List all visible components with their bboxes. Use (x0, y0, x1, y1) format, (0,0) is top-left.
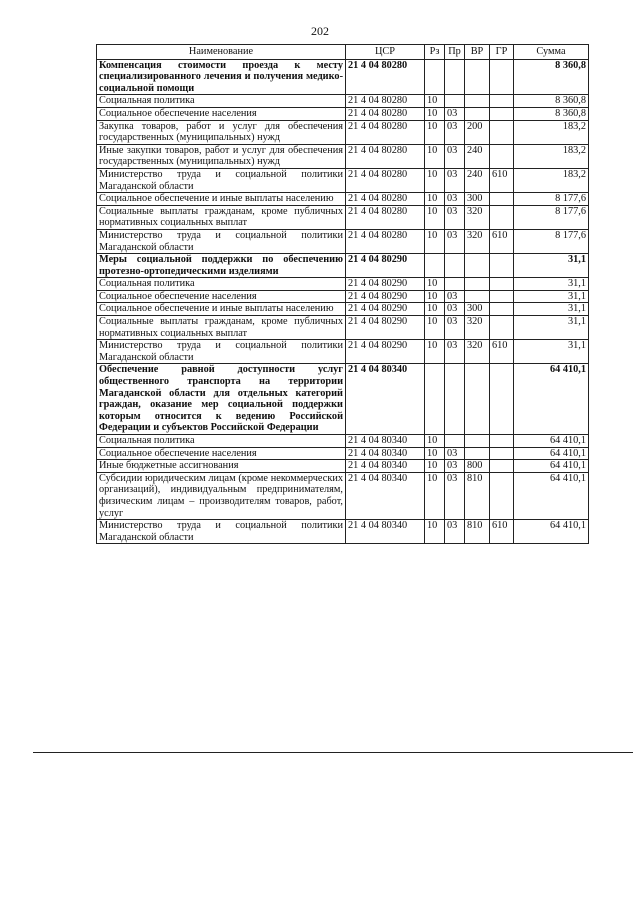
row-name: Социальное обеспечение и иные выплаты населению (97, 193, 346, 206)
row-sum: 64 410,1 (514, 364, 589, 435)
row-pr (445, 364, 465, 435)
row-rz: 10 (425, 193, 445, 206)
row-sum: 64 410,1 (514, 520, 589, 544)
row-sum: 31,1 (514, 254, 589, 278)
row-rz (425, 254, 445, 278)
row-pr (445, 435, 465, 448)
row-vr (465, 278, 490, 291)
row-sum: 8 177,6 (514, 205, 589, 229)
row-name: Социальная политика (97, 435, 346, 448)
row-sum: 8 360,8 (514, 107, 589, 120)
table-row (97, 472, 589, 519)
row-gr (490, 290, 514, 303)
row-gr (490, 316, 514, 340)
row-pr (445, 254, 465, 278)
page-number: 202 (311, 24, 329, 38)
row-gr: 610 (490, 229, 514, 253)
row-pr: 03 (445, 144, 465, 168)
row-vr (465, 95, 490, 108)
table-row (97, 168, 589, 192)
row-name: Социальное обеспечение населения (97, 290, 346, 303)
row-sum: 31,1 (514, 278, 589, 291)
row-name: Иные закупки товаров, работ и услуг для обеспечения государственных (муниципальных) нужд (97, 144, 346, 168)
row-rz: 10 (425, 340, 445, 364)
row-pr: 03 (445, 107, 465, 120)
row-name: Министерство труда и социальной политики Магаданской области (97, 520, 346, 544)
row-vr: 300 (465, 303, 490, 316)
row-vr: 810 (465, 472, 490, 519)
row-csr: 21 4 04 80290 (346, 340, 425, 364)
row-vr: 240 (465, 144, 490, 168)
row-csr: 21 4 04 80340 (346, 472, 425, 519)
table-header-row (97, 45, 589, 60)
row-name: Министерство труда и социальной политики Магаданской области (97, 229, 346, 253)
row-csr: 21 4 04 80290 (346, 278, 425, 291)
row-name: Компенсация стоимости проезда к месту специализированного лечения и получения медико-социальной помощи (97, 59, 346, 95)
row-pr (445, 59, 465, 95)
row-gr (490, 254, 514, 278)
row-vr: 240 (465, 168, 490, 192)
row-csr: 21 4 04 80280 (346, 144, 425, 168)
row-sum: 64 410,1 (514, 460, 589, 473)
row-pr: 03 (445, 205, 465, 229)
header-csr: ЦСР (346, 45, 425, 60)
row-gr (490, 435, 514, 448)
row-csr: 21 4 04 80340 (346, 447, 425, 460)
row-rz: 10 (425, 278, 445, 291)
header-name: Наименование (97, 45, 346, 60)
row-sum: 183,2 (514, 144, 589, 168)
row-sum: 64 410,1 (514, 447, 589, 460)
row-pr: 03 (445, 520, 465, 544)
row-csr: 21 4 04 80280 (346, 229, 425, 253)
row-pr: 03 (445, 340, 465, 364)
row-sum: 8 177,6 (514, 229, 589, 253)
row-name: Социальная политика (97, 95, 346, 108)
row-name: Социальное обеспечение населения (97, 447, 346, 460)
row-name: Закупка товаров, работ и услуг для обеспечения государственных (муниципальных) нужд (97, 120, 346, 144)
row-csr: 21 4 04 80290 (346, 316, 425, 340)
row-rz: 10 (425, 144, 445, 168)
header-pr: Пр (445, 45, 465, 60)
row-csr: 21 4 04 80290 (346, 254, 425, 278)
row-csr: 21 4 04 80340 (346, 460, 425, 473)
row-pr: 03 (445, 290, 465, 303)
row-csr: 21 4 04 80280 (346, 95, 425, 108)
row-pr: 03 (445, 460, 465, 473)
row-gr (490, 144, 514, 168)
table-row (97, 364, 589, 435)
row-csr: 21 4 04 80340 (346, 364, 425, 435)
table-row (97, 316, 589, 340)
row-vr: 320 (465, 340, 490, 364)
row-name: Иные бюджетные ассигнования (97, 460, 346, 473)
row-csr: 21 4 04 80340 (346, 435, 425, 448)
row-vr: 320 (465, 205, 490, 229)
row-csr: 21 4 04 80290 (346, 290, 425, 303)
row-vr (465, 107, 490, 120)
row-pr: 03 (445, 193, 465, 206)
row-rz: 10 (425, 205, 445, 229)
row-vr: 200 (465, 120, 490, 144)
row-gr (490, 193, 514, 206)
table-row (97, 254, 589, 278)
table-row (97, 460, 589, 473)
row-name: Обеспечение равной доступности услуг общественного транспорта на территории Магаданской области для отдельных категорий граждан, оказание мер социальной поддержки которым относится к ведению Российской Федерации и субъектов Российской Федерации (97, 364, 346, 435)
row-sum: 31,1 (514, 303, 589, 316)
row-gr (490, 59, 514, 95)
footer-divider (33, 752, 633, 753)
row-gr: 610 (490, 520, 514, 544)
row-gr (490, 303, 514, 316)
row-rz: 10 (425, 316, 445, 340)
table-row (97, 205, 589, 229)
table-body (97, 59, 589, 544)
row-gr (490, 120, 514, 144)
row-pr: 03 (445, 447, 465, 460)
row-rz: 10 (425, 290, 445, 303)
row-csr: 21 4 04 80280 (346, 107, 425, 120)
row-gr: 610 (490, 168, 514, 192)
row-pr: 03 (445, 316, 465, 340)
row-name: Социальная политика (97, 278, 346, 291)
table-row (97, 120, 589, 144)
row-vr: 810 (465, 520, 490, 544)
table-row (97, 107, 589, 120)
row-vr (465, 435, 490, 448)
row-sum: 8 360,8 (514, 59, 589, 95)
row-pr: 03 (445, 229, 465, 253)
row-sum: 64 410,1 (514, 435, 589, 448)
row-csr: 21 4 04 80290 (346, 303, 425, 316)
row-rz: 10 (425, 435, 445, 448)
row-gr (490, 447, 514, 460)
row-pr: 03 (445, 303, 465, 316)
row-pr: 03 (445, 168, 465, 192)
row-rz: 10 (425, 303, 445, 316)
row-csr: 21 4 04 80280 (346, 205, 425, 229)
row-rz: 10 (425, 520, 445, 544)
row-vr: 800 (465, 460, 490, 473)
table-row (97, 340, 589, 364)
row-sum: 8 360,8 (514, 95, 589, 108)
row-pr (445, 95, 465, 108)
row-sum: 31,1 (514, 290, 589, 303)
row-name: Социальные выплаты гражданам, кроме публичных нормативных социальных выплат (97, 205, 346, 229)
row-csr: 21 4 04 80280 (346, 120, 425, 144)
row-rz (425, 364, 445, 435)
row-vr (465, 59, 490, 95)
row-rz: 10 (425, 107, 445, 120)
row-rz: 10 (425, 447, 445, 460)
row-gr (490, 95, 514, 108)
row-csr: 21 4 04 80340 (346, 520, 425, 544)
row-name: Социальные выплаты гражданам, кроме публичных нормативных социальных выплат (97, 316, 346, 340)
row-rz: 10 (425, 460, 445, 473)
row-rz: 10 (425, 120, 445, 144)
row-rz: 10 (425, 229, 445, 253)
row-gr (490, 205, 514, 229)
table-row (97, 278, 589, 291)
row-name: Социальное обеспечение населения (97, 107, 346, 120)
table-row (97, 520, 589, 544)
table-row (97, 193, 589, 206)
row-vr: 320 (465, 316, 490, 340)
table-row (97, 95, 589, 108)
header-rz: Рз (425, 45, 445, 60)
row-vr (465, 254, 490, 278)
row-csr: 21 4 04 80280 (346, 193, 425, 206)
budget-table (96, 44, 589, 544)
table-row (97, 447, 589, 460)
table-row (97, 59, 589, 95)
row-gr (490, 472, 514, 519)
row-vr: 320 (465, 229, 490, 253)
row-pr: 03 (445, 472, 465, 519)
row-gr (490, 107, 514, 120)
row-gr: 610 (490, 340, 514, 364)
row-pr: 03 (445, 120, 465, 144)
row-pr (445, 278, 465, 291)
row-rz: 10 (425, 95, 445, 108)
row-vr: 300 (465, 193, 490, 206)
header-vr: ВР (465, 45, 490, 60)
row-name: Меры социальной поддержки по обеспечению протезно-ортопедическими изделиями (97, 254, 346, 278)
table-row (97, 435, 589, 448)
row-rz: 10 (425, 472, 445, 519)
row-name: Субсидии юридическим лицам (кроме некоммерческих организаций), индивидуальным предпринимателям, физическим лицам – производителям товаров, работ, услуг (97, 472, 346, 519)
table-row (97, 290, 589, 303)
row-name: Социальное обеспечение и иные выплаты населению (97, 303, 346, 316)
row-sum: 8 177,6 (514, 193, 589, 206)
row-name: Министерство труда и социальной политики Магаданской области (97, 340, 346, 364)
row-sum: 31,1 (514, 340, 589, 364)
row-sum: 183,2 (514, 168, 589, 192)
header-gr: ГР (490, 45, 514, 60)
row-rz: 10 (425, 168, 445, 192)
row-gr (490, 364, 514, 435)
row-gr (490, 278, 514, 291)
row-vr (465, 447, 490, 460)
header-sum: Сумма (514, 45, 589, 60)
table-row (97, 229, 589, 253)
row-name: Министерство труда и социальной политики Магаданской области (97, 168, 346, 192)
row-csr: 21 4 04 80280 (346, 168, 425, 192)
row-sum: 31,1 (514, 316, 589, 340)
row-vr (465, 290, 490, 303)
row-gr (490, 460, 514, 473)
row-vr (465, 364, 490, 435)
row-rz (425, 59, 445, 95)
table-row (97, 303, 589, 316)
row-sum: 183,2 (514, 120, 589, 144)
row-csr: 21 4 04 80280 (346, 59, 425, 95)
row-sum: 64 410,1 (514, 472, 589, 519)
table-row (97, 144, 589, 168)
